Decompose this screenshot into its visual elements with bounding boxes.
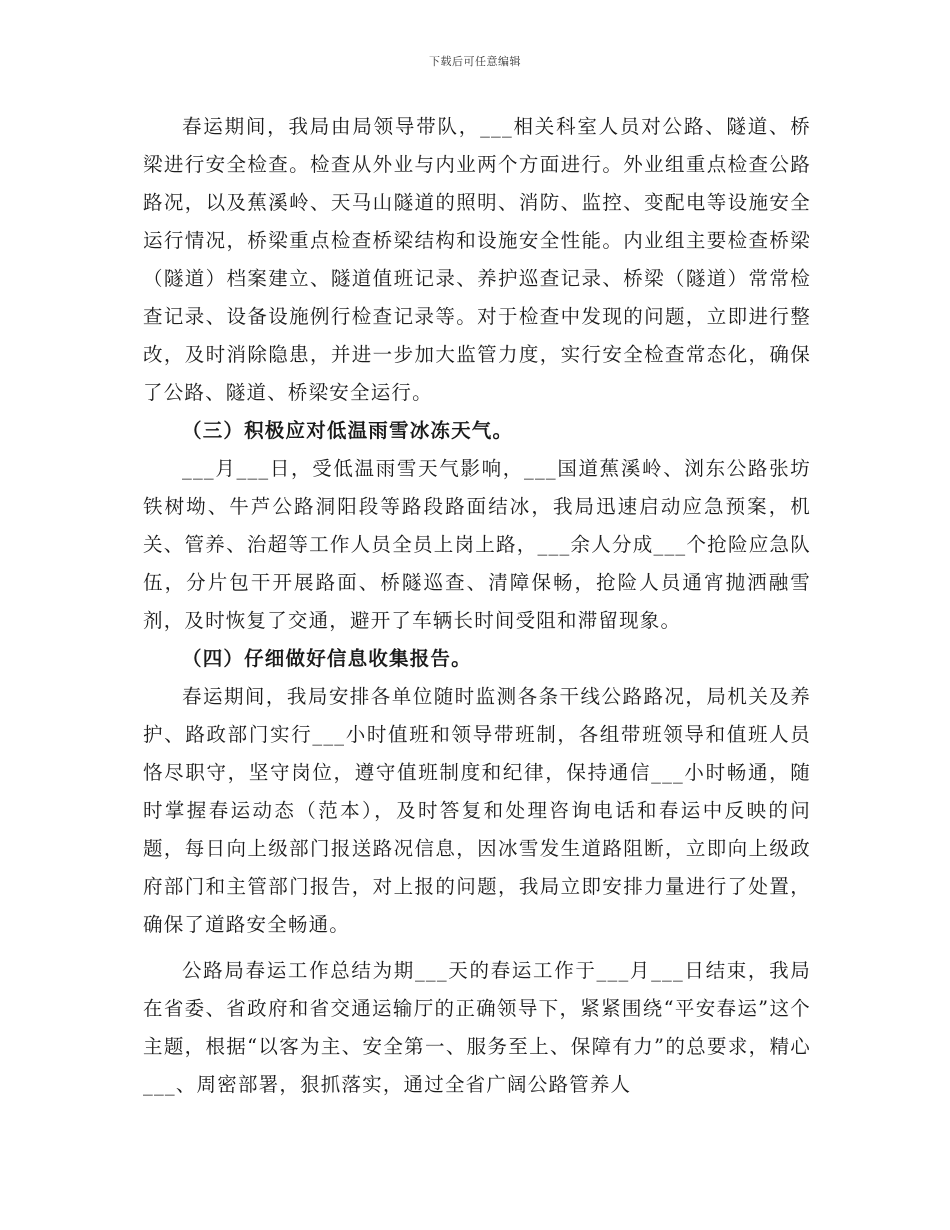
section-heading-3: （三）积极应对低温雨雪冰冻天气。 (182, 419, 514, 442)
paragraph-safety-inspection: 春运期间，我局由局领导带队，___相关科室人员对公路、隧道、桥梁进行安全检查。检查从外业与内业两个方面进行。外业组重点检查公路路况，以及蕉溪岭、天马山隧道的照明、消防、监控、变配电等设施安全运行情况，桥梁重点检查桥梁结构和设施安全性能。内业组主要检查桥梁（隧道）档案建立、隧道值班记录、养护巡查记录、桥梁（隧道）常常检查记录、设备设施例行检查记录等。对于检查中发现的问题，立即进行整改，及时消除隐患，并进一步加大监管力度，实行安全检查常态化，确保了公路、隧道、桥梁安全运行。 (143, 115, 811, 404)
document-body (143, 108, 811, 1104)
paragraph-summary: 公路局春运工作总结为期___天的春运工作于___月___日结束，我局在省委、省政府和省交通运输厅的正确领导下，紧紧围绕“平安春运”这个主题，根据“以客为主、安全第一、服务至上、保障有力”的总要求，精心___、周密部署，狠抓落实，通过全省广阔公路管养人 (143, 959, 811, 1096)
page-header: 下载后可任意编辑 (429, 55, 521, 68)
paragraph-ice-weather: ___月___日，受低温雨雪天气影响，___国道蕉溪岭、浏东公路张坊铁树坳、牛芦公路洞阳段等路段路面结冰，我局迅速启动应急预案，机关、管养、治超等工作人员全员上岗上路，___余人分成___个抢险应急队伍，分片包干开展路面、桥隧巡查、清障保畅，抢险人员通宵抛洒融雪剂，及时恢复了交通，避开了车辆长时间受阻和滞留现象。 (143, 457, 811, 632)
paragraph-info-reporting: 春运期间，我局安排各单位随时监测各条干线公路路况，局机关及养护、路政部门实行___小时值班和领导带班制，各组带班领导和值班人员恪尽职守，坚守岗位，遵守值班制度和纪律，保持通信___小时畅通，随时掌握春运动态（范本），及时答复和处理咨询电话和春运中反映的问题，每日向上级部门报送路况信息，因冰雪发生道路阻断，立即向上级政府部门和主管部门报告，对上报的问题，我局立即安排力量进行了处置，确保了道路安全畅通。 (143, 685, 811, 936)
section-heading-4: （四）仔细做好信息收集报告。 (182, 647, 472, 670)
